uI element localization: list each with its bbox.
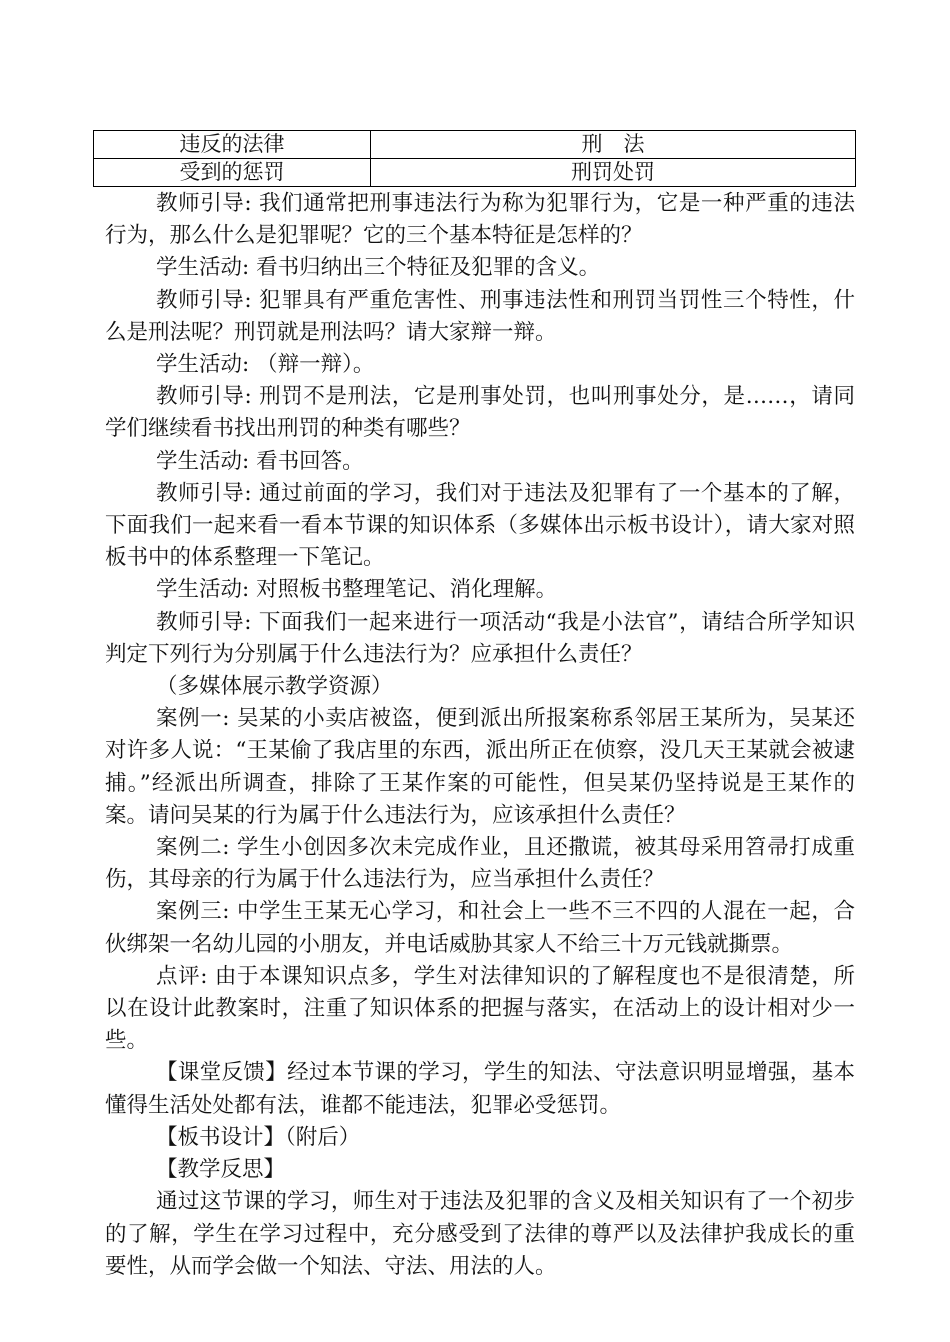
table-row [94,131,856,159]
law-summary-table [93,130,856,187]
paragraph: 案例二: 学生小创因多次未完成作业，且还撒谎，被其母采用笤帚打成重伤，其母亲的行为属于什么违法行为，应当承担什么责任？ [105,835,855,893]
paragraph: 教师引导: 犯罪具有严重危害性、刑事违法性和刑罚当罚性三个特性，什么是刑法呢？刑罚就是刑法吗？请大家辩一辩。 [105,287,855,345]
section-board-design: 【板书设计】（附后） [156,1124,361,1150]
paragraph: 教师引导: 刑罚不是刑法，它是刑事处罚，也叫刑事处分，是……，请同学们继续看书找出刑罚的种类有哪些？ [105,384,855,442]
paragraph: 学生活动: 看书回答。 [156,448,364,474]
table-row [94,159,856,187]
paragraph: 教师引导: 下面我们一起来进行一项活动“我是小法官”，请结合所学知识判定下列行为分别属于什么违法行为？应承担什么责任？ [105,609,855,667]
paragraph: 案例三: 中学生王某无心学习，和社会上一些不三不四的人混在一起，合伙绑架一名幼儿园的小朋友，并电话威胁其家人不给三十万元钱就撕票。 [105,899,855,957]
section-feedback: 【课堂反馈】经过本节课的学习，学生的知法、守法意识明显增强，基本懂得生活处处都有法，谁都不能违法，犯罪必受惩罚。 [105,1060,855,1118]
paragraph: （多媒体展示教学资源） [156,674,393,700]
table-cell-label: 违反的法律 [94,131,371,159]
table-cell-value: 刑罚处罚 [371,159,856,187]
table-cell-value: 刑 法 [371,131,856,159]
table-cell-label: 受到的惩罚 [94,159,371,187]
section-reflection-heading: 【教学反思】 [156,1157,286,1183]
paragraph: 学生活动: 对照板书整理笔记、消化理解。 [156,577,558,603]
paragraph: 案例一: 吴某的小卖店被盗，便到派出所报案称系邻居王某所为，吴某还对许多人说：“王某偷了我店里的东西，派出所正在侦察，没几天王某就会被逮捕。”经派出所调查，排除了王某作案的可能性，但吴某仍坚持说是王某作的案。请问吴某的行为属于什么违法行为，应该承担什么责任？ [105,706,855,828]
paragraph: 通过这节课的学习，师生对于违法及犯罪的含义及相关知识有了一个初步的了解，学生在学习过程中，充分感受到了法律的尊严以及法律护我成长的重要性，从而学会做一个知法、守法、用法的人。 [105,1189,855,1279]
paragraph: 点评: 由于本课知识点多，学生对法律知识的了解程度也不是很清楚，所以在设计此教案时，注重了知识体系的把握与落实，在活动上的设计相对少一些。 [105,963,855,1054]
document-body [105,188,855,1283]
paragraph: 教师引导: 我们通常把刑事违法行为称为犯罪行为，它是一种严重的违法行为，那么什么是犯罪呢？它的三个基本特征是怎样的？ [105,191,855,249]
paragraph: 教师引导: 通过前面的学习，我们对于违法及犯罪有了一个基本的了解，下面我们一起来看一看本节课的知识体系（多媒体出示板书设计），请大家对照板书中的体系整理一下笔记。 [105,480,855,571]
paragraph: 学生活动: （辩一辩）。 [156,352,375,378]
paragraph: 学生活动: 看书归纳出三个特征及犯罪的含义。 [156,255,601,281]
